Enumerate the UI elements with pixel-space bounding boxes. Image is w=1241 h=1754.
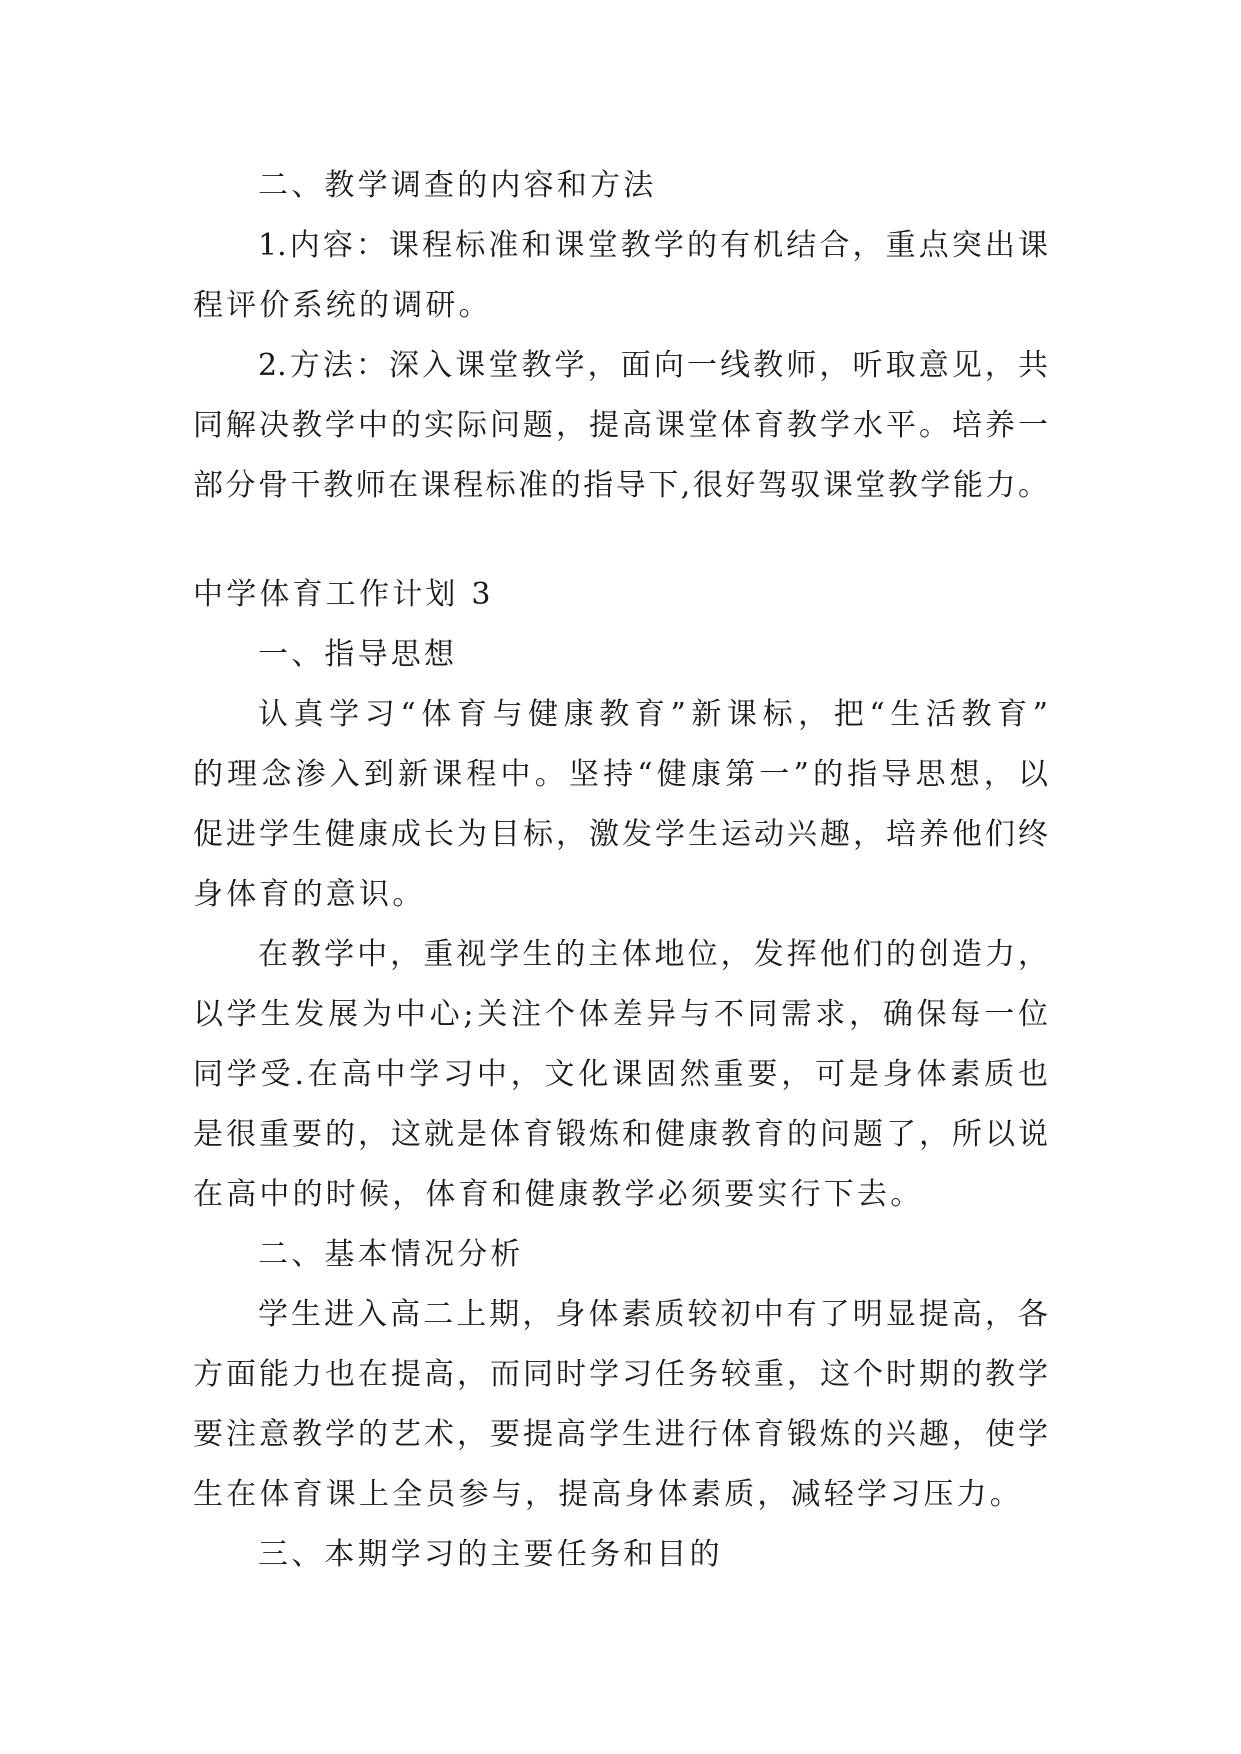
paragraph-line: 2.方法：深入课堂教学，面向一线教师，听取意见，共	[258, 348, 1048, 383]
section-heading: 二、基本情况分析	[258, 1237, 524, 1272]
paragraph-line: 身体育的意识。	[193, 877, 426, 912]
paragraph-line: 程评价系统的调研。	[193, 288, 492, 323]
paragraph-line: 是很重要的，这就是体育锻炼和健康教育的问题了，所以说	[193, 1117, 1048, 1152]
section-heading: 三、本期学习的主要任务和目的	[258, 1537, 723, 1572]
paragraph-line: 部分骨干教师在课程标准的指导下,很好驾驭课堂教学能力。	[193, 468, 1048, 503]
section-heading: 二、教学调查的内容和方法	[258, 168, 657, 203]
paragraph-line: 学生进入高二上期，身体素质较初中有了明显提高，各	[258, 1297, 1048, 1332]
paragraph-line: 认真学习“体育与健康教育”新课标，把“生活教育”	[258, 697, 1048, 732]
paragraph-line: 同解决教学中的实际问题，提高课堂体育教学水平。培养一	[193, 408, 1048, 443]
paragraph-line: 在高中的时候，体育和健康教学必须要实行下去。	[193, 1177, 924, 1212]
paragraph-line: 促进学生健康成长为目标，激发学生运动兴趣，培养他们终	[193, 817, 1048, 852]
document-title: 中学体育工作计划 3	[193, 577, 494, 612]
paragraph-line: 以学生发展为中心;关注个体差异与不同需求，确保每一位	[193, 997, 1048, 1032]
paragraph-line: 1.内容：课程标准和课堂教学的有机结合，重点突出课	[258, 228, 1048, 263]
section-heading: 一、指导思想	[258, 637, 458, 672]
paragraph-line: 在教学中，重视学生的主体地位，发挥他们的创造力，	[258, 937, 1048, 972]
paragraph-line: 的理念渗入到新课程中。坚持“健康第一”的指导思想，以	[193, 757, 1048, 792]
paragraph-line: 生在体育课上全员参与，提高身体素质，减轻学习压力。	[193, 1477, 1023, 1512]
paragraph-line: 同学受.在高中学习中，文化课固然重要，可是身体素质也	[193, 1057, 1048, 1092]
paragraph-line: 方面能力也在提高，而同时学习任务较重，这个时期的教学	[193, 1357, 1048, 1392]
paragraph-line: 要注意教学的艺术，要提高学生进行体育锻炼的兴趣，使学	[193, 1417, 1048, 1452]
